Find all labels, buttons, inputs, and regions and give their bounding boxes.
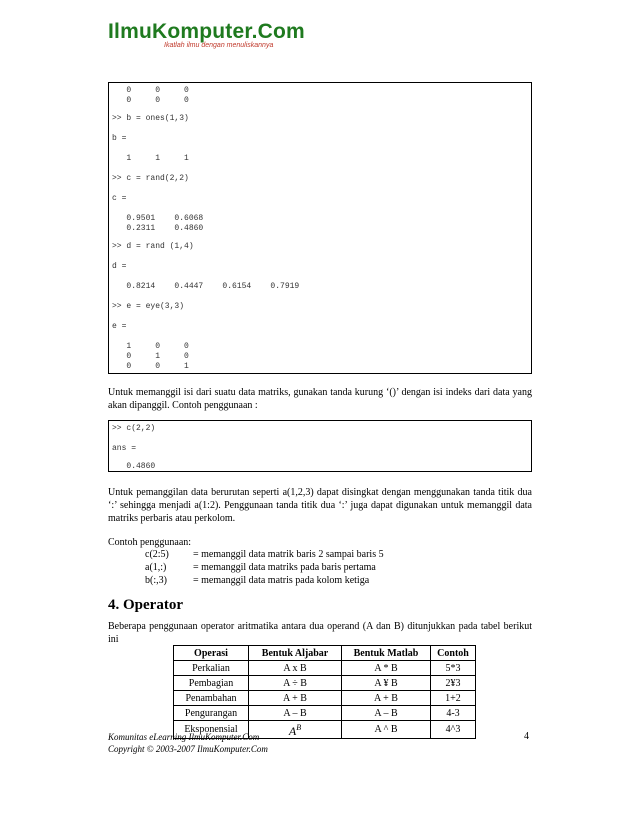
paragraph-range-access: Untuk pemanggilan data berurutan seperti a(1,2,3) dapat disingkat dengan menggunakan tanda titik dua ‘:’ sehingga menjadi a(1:2). Penggunaan tanda titik dua ‘:’ juga dapat digunakan untuk memanggil data matriks perbaris atau perkolom. [108, 487, 532, 524]
table-cell: A – B [342, 706, 431, 721]
code-line: 0 0 0 [112, 96, 189, 105]
code-line: b = [112, 134, 127, 143]
code-line: e = [112, 322, 127, 331]
code-line: 1 0 0 [112, 342, 189, 351]
usage-description: = memanggil data matrik baris 2 sampai baris 5 [193, 549, 384, 560]
column-header: Contoh [431, 646, 476, 661]
code-line: 1 1 1 [112, 154, 189, 163]
footer-copyright: Copyright © 2003-2007 IlmuKomputer.Com [108, 744, 268, 754]
table-cell: Eksponensial [174, 721, 249, 739]
table-row [174, 661, 476, 676]
table-cell: Perkalian [174, 661, 249, 676]
exponent-power: B [296, 723, 302, 732]
table-cell: 5*3 [431, 661, 476, 676]
site-logo [108, 20, 305, 49]
code-line: 0.4860 [112, 462, 156, 471]
code-line: 0.9501 0.6068 [112, 214, 204, 223]
code-line: 0.8214 0.4447 0.6154 0.7919 [112, 282, 300, 291]
code-line: d = [112, 262, 127, 271]
footer-community: Komunitas eLearning IlmuKomputer.Com [108, 732, 260, 742]
table-cell: Pengurangan [174, 706, 249, 721]
code-line: >> b = ones(1,3) [112, 114, 189, 123]
column-header: Bentuk Matlab [342, 646, 431, 661]
code-line: 0 0 1 [112, 362, 189, 371]
table-cell: A + B [342, 691, 431, 706]
table-cell: Pembagian [174, 676, 249, 691]
page-number: 4 [524, 731, 529, 742]
code-line: >> c = rand(2,2) [112, 174, 189, 183]
footer [108, 731, 268, 755]
exponent-base: A [288, 724, 297, 738]
table-cell: 2¥3 [431, 676, 476, 691]
logo-title: IlmuKomputer.Com [108, 20, 305, 43]
code-block-matrix-creation [108, 82, 532, 374]
table-row [174, 706, 476, 721]
code-line: 0.2311 0.4860 [112, 224, 204, 233]
section-intro: Beberapa penggunaan operator aritmatika antara dua operand (A dan B) ditunjukkan pada tabel berikut ini [108, 621, 532, 645]
column-header: Operasi [174, 646, 249, 661]
column-header: Bentuk Aljabar [249, 646, 342, 661]
table-cell: A ¥ B [342, 676, 431, 691]
table-cell: A + B [249, 691, 342, 706]
code-line: >> e = eye(3,3) [112, 302, 185, 311]
table-cell: 4-3 [431, 706, 476, 721]
table-cell: A ^ B [342, 721, 431, 739]
table-row [174, 676, 476, 691]
code-line: 0 0 0 [112, 86, 189, 95]
operator-table [173, 645, 476, 739]
table-row [174, 691, 476, 706]
table-cell: Penambahan [174, 691, 249, 706]
table-cell: A * B [342, 661, 431, 676]
table-cell: A x B [249, 661, 342, 676]
code-block-index-example [108, 420, 532, 472]
code-line: c = [112, 194, 127, 203]
table-cell: A – B [249, 706, 342, 721]
section-heading: 4. Operator [108, 597, 183, 613]
code-line: >> c(2,2) [112, 424, 156, 433]
logo-subtitle: Ikatlah ilmu dengan menuliskannya [164, 42, 274, 49]
table-cell: 4^3 [431, 721, 476, 739]
paragraph-index-access: Untuk memanggil isi dari suatu data matriks, gunakan tanda kurung ‘()’ dengan isi indeks dari data yang akan dipanggil. Contoh penggunaan : [108, 387, 532, 411]
usage-code: b(:,3) [145, 575, 167, 586]
table-cell: 1+2 [431, 691, 476, 706]
table-header-row [174, 646, 476, 661]
usage-title: Contoh penggunaan: [108, 537, 192, 548]
usage-code: a(1,:) [145, 562, 167, 573]
code-line: 0 1 0 [112, 352, 189, 361]
usage-description: = memanggil data matris pada kolom ketiga [193, 575, 370, 586]
table-cell: A ÷ B [249, 676, 342, 691]
code-line: ans = [112, 444, 137, 453]
usage-code: c(2:5) [145, 549, 169, 560]
usage-description: = memanggil data matriks pada baris pertama [193, 562, 376, 573]
code-line: >> d = rand (1,4) [112, 242, 194, 251]
